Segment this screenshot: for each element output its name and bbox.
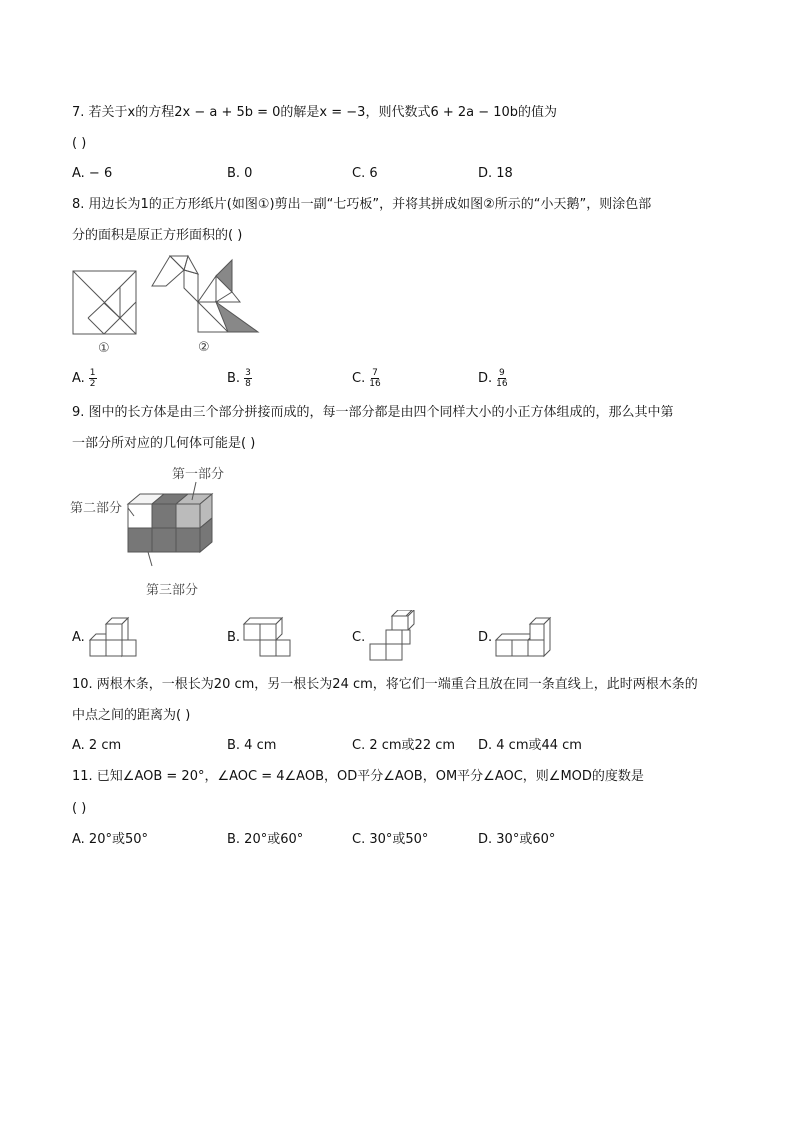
q8-stem-line1: 8. 用边长为1的正方形纸片(如图①)剪出一副“七巧板”，并将其拼成如图②所示的“小天鹅”，则涂色部 bbox=[72, 197, 652, 212]
denominator: 16 bbox=[496, 379, 508, 389]
q9-option-c[interactable] bbox=[352, 629, 365, 647]
q10-option-c[interactable]: C. 2 cm或22 cm bbox=[352, 738, 456, 753]
q7-option-d[interactable]: D. 18 bbox=[478, 166, 513, 181]
label-part-one: 第一部分 bbox=[172, 467, 225, 482]
cuboid-figure bbox=[68, 462, 248, 602]
option-letter: B. bbox=[227, 630, 241, 645]
figure-1-label: ① bbox=[98, 341, 110, 356]
q9-option-b[interactable] bbox=[227, 629, 240, 647]
q7-stem: 7. 若关于x的方程2x − a + 5b = 0的解是x = −3，则代数式6 + 2a − 10b的值为 bbox=[72, 105, 558, 120]
denominator: 2 bbox=[89, 379, 96, 389]
q8-stem-line2: 分的面积是原正方形面积的( ) bbox=[72, 228, 243, 243]
q8-option-c[interactable] bbox=[352, 368, 381, 389]
fraction bbox=[89, 368, 97, 389]
q7-option-b[interactable]: B. 0 bbox=[227, 166, 253, 181]
q11-option-b[interactable]: B. 20°或60° bbox=[227, 832, 304, 847]
q10-option-b[interactable]: B. 4 cm bbox=[227, 738, 277, 753]
numerator: 1 bbox=[89, 368, 96, 378]
q10-option-d[interactable]: D. 4 cm或44 cm bbox=[478, 738, 582, 753]
q8-option-a[interactable] bbox=[72, 368, 97, 389]
tangram-swan-figure bbox=[148, 252, 268, 356]
q9-option-c-solid[interactable] bbox=[368, 610, 424, 662]
option-letter: B. bbox=[227, 371, 241, 386]
q9-option-b-solid[interactable] bbox=[242, 612, 298, 660]
option-letter: A. bbox=[72, 371, 85, 386]
denominator: 8 bbox=[245, 379, 251, 389]
option-letter: A. bbox=[72, 630, 85, 645]
q11-option-d[interactable]: D. 30°或60° bbox=[478, 832, 556, 847]
label-part-two: 第二部分 bbox=[70, 501, 123, 516]
numerator: 7 bbox=[372, 368, 378, 378]
numerator: 9 bbox=[499, 368, 505, 378]
q7-answer-paren: ( ) bbox=[72, 136, 87, 151]
q11-option-a[interactable]: A. 20°或50° bbox=[72, 832, 149, 847]
tangram-square-figure bbox=[70, 268, 140, 356]
q10-option-a[interactable]: A. 2 cm bbox=[72, 738, 122, 753]
q9-option-a-solid[interactable] bbox=[88, 612, 144, 660]
figure-2-label: ② bbox=[198, 340, 210, 355]
option-letter: C. bbox=[352, 371, 366, 386]
q9-stem-line2: 一部分所对应的几何体可能是( ) bbox=[72, 436, 256, 451]
q9-option-d-solid[interactable] bbox=[494, 612, 558, 660]
q7-option-c[interactable]: C. 6 bbox=[352, 166, 378, 181]
numerator: 3 bbox=[245, 368, 251, 378]
fraction bbox=[244, 368, 252, 389]
q11-answer-paren: ( ) bbox=[72, 801, 87, 816]
q9-stem-line1: 9. 图中的长方体是由三个部分拼接而成的，每一部分都是由四个同样大小的小正方体组成的，那么其中第 bbox=[72, 405, 674, 420]
option-letter: D. bbox=[478, 630, 493, 645]
q8-option-d[interactable] bbox=[478, 368, 508, 389]
q8-option-b[interactable] bbox=[227, 368, 252, 389]
option-letter: C. bbox=[352, 630, 366, 645]
fraction bbox=[496, 368, 507, 389]
label-part-three: 第三部分 bbox=[146, 583, 199, 598]
denominator: 16 bbox=[369, 379, 381, 389]
q11-stem: 11. 已知∠AOB = 20°，∠AOC = 4∠AOB，OD平分∠AOB，OM平分∠AOC，则∠MOD的度数是 bbox=[72, 769, 644, 784]
q11-option-c[interactable]: C. 30°或50° bbox=[352, 832, 429, 847]
q9-option-d[interactable] bbox=[478, 629, 492, 647]
fraction bbox=[369, 368, 380, 389]
q7-option-a[interactable]: A. − 6 bbox=[72, 166, 113, 181]
q10-stem-line1: 10. 两根木条，一根长为20 cm，另一根长为24 cm，将它们一端重合且放在同一条直线上，此时两根木条的 bbox=[72, 677, 698, 692]
q10-stem-line2: 中点之间的距离为( ) bbox=[72, 708, 191, 723]
q9-option-a[interactable] bbox=[72, 629, 85, 647]
option-letter: D. bbox=[478, 371, 493, 386]
